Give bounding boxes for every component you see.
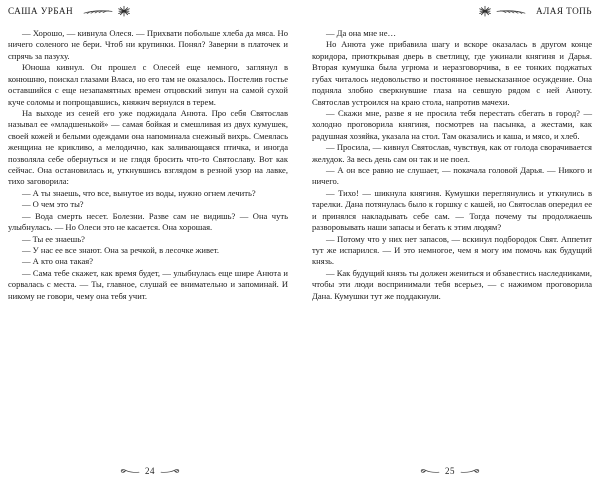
running-head-author: САША УРБАН bbox=[8, 6, 74, 16]
running-head-left bbox=[8, 0, 288, 22]
right-page bbox=[300, 0, 600, 484]
folio-left bbox=[0, 466, 300, 476]
paragraph: — О чем это ты? bbox=[22, 199, 84, 210]
paragraph: — Тихо! — шикнула княгиня. Кумушки переглянулись и уткнулись в тарелки. Дана потянулась было к горшку с кашей, но Святослав опередил ее и принялся накладывать себе сам. — Тогда почему ты продолжаешь разворовывать наши запасы и бегать к этим людям? bbox=[312, 187, 592, 233]
paragraph: Юноша кивнул. Он прошел с Олесей еще немного, заглянул в конюшню, поискал глазами Власа, но его там не оказалось. Постелив гостье оставшийся с еще незапамятных времен отцовский зипун на самой сухой куче соломы и попрощавшись, княжич вернулся в терем. bbox=[8, 62, 288, 107]
paragraph: Но Анюта уже прибавила шагу и вскоре оказалась в другом конце коридора, приоткрывая дверь в светлицу, где ужинали княгиня и Дарья. Вторая кумушка была угрюма и неразговорчива, в ее тонких поджатых губах читалось недовольство и постоянное невысказанное осуждение. Она подняла злобно сверкнувшие глаза на севшую рядом с ней Анюту. Святослав устроился на краю стола, напротив мачехи. bbox=[312, 39, 592, 107]
paragraph: — Ты ее знаешь? bbox=[22, 233, 85, 244]
paragraph: — Просила, — кивнул Святослав, чувствуя, как от голода сворачивается желудок. За весь день сам он так и не поел. bbox=[312, 142, 592, 164]
paragraph: На выходе из сеней его уже поджидала Анюта. Про себя Святослав называл ее «младшенькой» — самая бойкая и смешливая из двух кумушек, своей кожей и белыми одеждами она напоминала снежный вихрь. Смеялась женщина не крикливо, а мелодично, как заливающаяся птичка, и иногда позволяла себе обернуться и не глядя бросить что-то Святославу. Вот как сейчас. Она остановилась и, уткнувшись взглядом в резной узор на лавке, тихо заговорила: bbox=[8, 107, 288, 187]
leaf-flourish-ornament-icon bbox=[120, 466, 140, 476]
right-page-body bbox=[312, 28, 592, 302]
paragraph: — Скажи мне, разве я не просила тебя перестать сбегать в город? — холодно проговорила княгиня, посмотрев на пасынка, а жестами, как радушная хозяйка, указала на стол. Там оказались и каша, и мясо, и хлеб. bbox=[312, 107, 592, 141]
paragraph: — А ты знаешь, что все, вынутое из воды, нужно огнем лечить? bbox=[22, 187, 256, 198]
page-number: 24 bbox=[145, 466, 155, 476]
leaf-flourish-ornament-icon bbox=[460, 466, 480, 476]
paragraph: — Вода смерть несет. Болезни. Разве сам не видишь? — Она чуть улыбнулась. — Но Олеси это не касается. Она хорошая. bbox=[8, 210, 288, 233]
paragraph: — Да она мне не… bbox=[326, 28, 397, 38]
paragraph: — Хорошо, — кивнула Олеся. — Прихвати побольше хлеба да мяса. Но ничего соленого не бери. Чтоб ни крупинки. Понял? Заверни в платочек и спрячь за пазуху. bbox=[8, 28, 288, 61]
folio-right bbox=[300, 466, 600, 476]
paragraph: — У нас ее все знают. Она за речкой, в лесочке живет. bbox=[22, 245, 220, 256]
paragraph: — Сама тебе скажет, как время будет, — улыбнулась еще шире Анюта и сорвалась с места. — Ты, главное, слушай ее внимательно и запоминай. И никому не говори, чему она тебя учит. bbox=[8, 267, 288, 301]
paragraph: — Потому что у них нет запасов, — вскинул подбородок Свят. Аппетит тут же испарился. — И это немногое, чем я могу им помочь как будущий князь. bbox=[312, 233, 592, 267]
running-head-right bbox=[312, 0, 592, 22]
paragraph: — А кто она такая? bbox=[22, 256, 94, 267]
floral-sprig-ornament-icon bbox=[473, 4, 527, 18]
leaf-flourish-ornament-icon bbox=[420, 466, 440, 476]
paragraph: — А он все равно не слушает, — покачала головой Дарья. — Никого и ничего. bbox=[312, 165, 592, 187]
page-number: 25 bbox=[445, 466, 455, 476]
leaf-flourish-ornament-icon bbox=[160, 466, 180, 476]
left-page-body bbox=[8, 28, 288, 302]
running-head-title: АЛАЯ ТОПЬ bbox=[535, 6, 592, 16]
paragraph: — Как будущий князь ты должен жениться и обзавестись наследниками, чтобы эти люди воспринимали тебя всерьез, — с нажимом проговорила Дана. Кумушки тут же поддакнули. bbox=[312, 267, 592, 301]
floral-sprig-ornament-icon bbox=[82, 4, 136, 18]
